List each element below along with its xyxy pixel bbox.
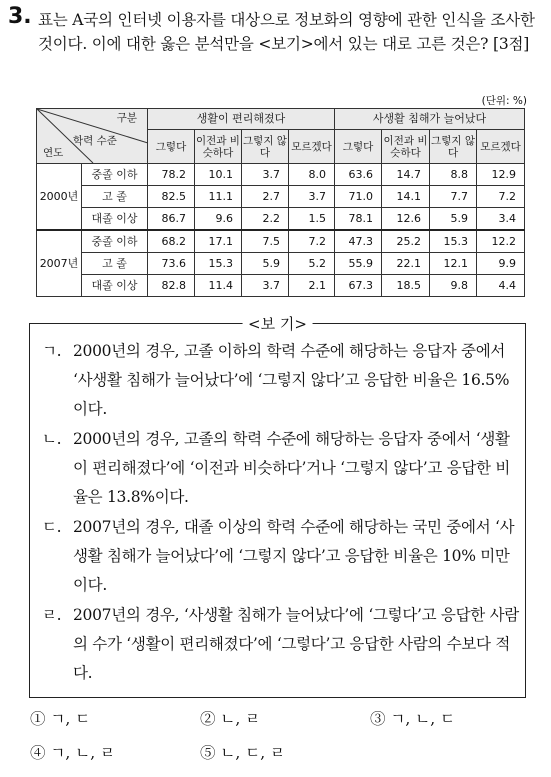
- education-cell: 대졸 이상: [82, 275, 148, 297]
- bogi-item-text: 2000년의 경우, 고졸 이하의 학력 수준에 해당하는 응답자 중에서 ‘사생활 침해가 늘어났다’에 ‘그렇지 않다’고 응답한 비율은 16.5%이다.: [73, 342, 510, 418]
- bogi-item: [42, 601, 520, 688]
- sub-header: 이전과 비슷하다: [195, 130, 242, 164]
- value-cell: 86.7: [148, 208, 195, 231]
- value-cell: 25.2: [382, 230, 430, 253]
- value-cell: 67.3: [335, 275, 382, 297]
- value-cell: 12.2: [477, 230, 525, 253]
- bogi-item: [42, 513, 520, 600]
- value-cell: 78.2: [148, 164, 195, 186]
- bogi-box: [29, 315, 526, 698]
- table-body: [37, 164, 525, 297]
- choice-1[interactable]: ① ㄱ, ㄷ: [30, 710, 91, 728]
- question-number: 3.: [8, 4, 32, 29]
- value-cell: 2.1: [289, 275, 335, 297]
- value-cell: 9.8: [430, 275, 477, 297]
- table-row: [37, 164, 525, 186]
- sub-header: 그렇지 않다: [242, 130, 289, 164]
- year-cell: 2007년: [37, 230, 82, 297]
- corner-category-label: 구분: [116, 112, 137, 124]
- bogi-item-label: ㄹ.: [42, 606, 62, 624]
- value-cell: 7.2: [477, 186, 525, 208]
- value-cell: 63.6: [335, 164, 382, 186]
- value-cell: 22.1: [382, 253, 430, 275]
- education-cell: 대졸 이상: [82, 208, 148, 231]
- value-cell: 2.2: [242, 208, 289, 231]
- value-cell: 12.6: [382, 208, 430, 231]
- value-cell: 15.3: [430, 230, 477, 253]
- value-cell: 3.7: [289, 186, 335, 208]
- year-cell: 2000년: [37, 164, 82, 231]
- bogi-item: [42, 337, 520, 424]
- value-cell: 71.0: [335, 186, 382, 208]
- bogi-item-text: 2000년의 경우, 고졸의 학력 수준에 해당하는 응답자 중에서 ‘생활이 편리해졌다’에 ‘이전과 비슷하다’거나 ‘그렇지 않다’고 응답한 비율은 13.8%이다.: [73, 430, 511, 506]
- table-corner-header: [37, 109, 148, 164]
- group-header-privacy: 사생활 침해가 늘어났다: [335, 109, 525, 130]
- value-cell: 7.7: [430, 186, 477, 208]
- survey-table: [36, 108, 525, 297]
- value-cell: 12.1: [430, 253, 477, 275]
- value-cell: 3.7: [242, 275, 289, 297]
- bogi-item: [42, 425, 520, 512]
- value-cell: 78.1: [335, 208, 382, 231]
- corner-year-label: 연도: [43, 147, 64, 159]
- choice-2[interactable]: ② ㄴ, ㄹ: [200, 710, 261, 728]
- value-cell: 14.7: [382, 164, 430, 186]
- value-cell: 11.1: [195, 186, 242, 208]
- value-cell: 7.2: [289, 230, 335, 253]
- bogi-item-label: ㄴ.: [42, 430, 62, 448]
- sub-header: 그렇다: [148, 130, 195, 164]
- value-cell: 9.9: [477, 253, 525, 275]
- table-row: [37, 186, 525, 208]
- choice-4[interactable]: ④ ㄱ, ㄴ, ㄹ: [30, 744, 116, 762]
- group-header-convenience: 생활이 편리해졌다: [148, 109, 335, 130]
- value-cell: 3.4: [477, 208, 525, 231]
- value-cell: 82.8: [148, 275, 195, 297]
- value-cell: 1.5: [289, 208, 335, 231]
- value-cell: 18.5: [382, 275, 430, 297]
- bogi-item-label: ㄱ.: [42, 342, 62, 360]
- value-cell: 11.4: [195, 275, 242, 297]
- education-cell: 중졸 이하: [82, 164, 148, 186]
- table-row: [37, 253, 525, 275]
- value-cell: 3.7: [242, 164, 289, 186]
- sub-header: 모르겠다: [289, 130, 335, 164]
- sub-header: 그렇지 않다: [430, 130, 477, 164]
- value-cell: 5.9: [430, 208, 477, 231]
- value-cell: 12.9: [477, 164, 525, 186]
- education-cell: 고 졸: [82, 253, 148, 275]
- value-cell: 8.0: [289, 164, 335, 186]
- table-row: [37, 208, 525, 231]
- question-text: 표는 A국의 인터넷 이용자를 대상으로 정보화의 영향에 관한 인식을 조사한 것이다. 이에 대한 옳은 분석만을 <보기>에서 있는 대로 고른 것은? [3점]: [38, 11, 535, 53]
- value-cell: 14.1: [382, 186, 430, 208]
- value-cell: 82.5: [148, 186, 195, 208]
- value-cell: 4.4: [477, 275, 525, 297]
- value-cell: 73.6: [148, 253, 195, 275]
- value-cell: 5.2: [289, 253, 335, 275]
- value-cell: 9.6: [195, 208, 242, 231]
- sub-header: 그렇다: [335, 130, 382, 164]
- sub-header: 이전과 비슷하다: [382, 130, 430, 164]
- value-cell: 17.1: [195, 230, 242, 253]
- bogi-item-text: 2007년의 경우, ‘사생활 침해가 늘어났다’에 ‘그렇다’고 응답한 사람의 수가 ‘생활이 편리해졌다’에 ‘그렇다’고 응답한 사람의 수보다 적다.: [73, 606, 519, 682]
- choice-3[interactable]: ③ ㄱ, ㄴ, ㄷ: [370, 710, 456, 728]
- table-row: [37, 230, 525, 253]
- value-cell: 55.9: [335, 253, 382, 275]
- education-cell: 고 졸: [82, 186, 148, 208]
- value-cell: 15.3: [195, 253, 242, 275]
- value-cell: 5.9: [242, 253, 289, 275]
- value-cell: 68.2: [148, 230, 195, 253]
- bogi-item-label: ㄷ.: [42, 518, 62, 536]
- table-row: [37, 275, 525, 297]
- value-cell: 2.7: [242, 186, 289, 208]
- value-cell: 47.3: [335, 230, 382, 253]
- corner-education-label: 학력 수준: [73, 135, 117, 147]
- choice-5[interactable]: ⑤ ㄴ, ㄷ, ㄹ: [200, 744, 286, 762]
- value-cell: 8.8: [430, 164, 477, 186]
- education-cell: 중졸 이하: [82, 230, 148, 253]
- sub-header: 모르겠다: [477, 130, 525, 164]
- bogi-title: <보 기>: [242, 313, 313, 334]
- bogi-item-text: 2007년의 경우, 대졸 이상의 학력 수준에 해당하는 국민 중에서 ‘사생활 침해가 늘어났다’에 ‘그렇지 않다’고 응답한 비율은 10% 미만이다.: [73, 518, 515, 594]
- value-cell: 7.5: [242, 230, 289, 253]
- unit-label: (단위: %): [481, 95, 527, 107]
- value-cell: 10.1: [195, 164, 242, 186]
